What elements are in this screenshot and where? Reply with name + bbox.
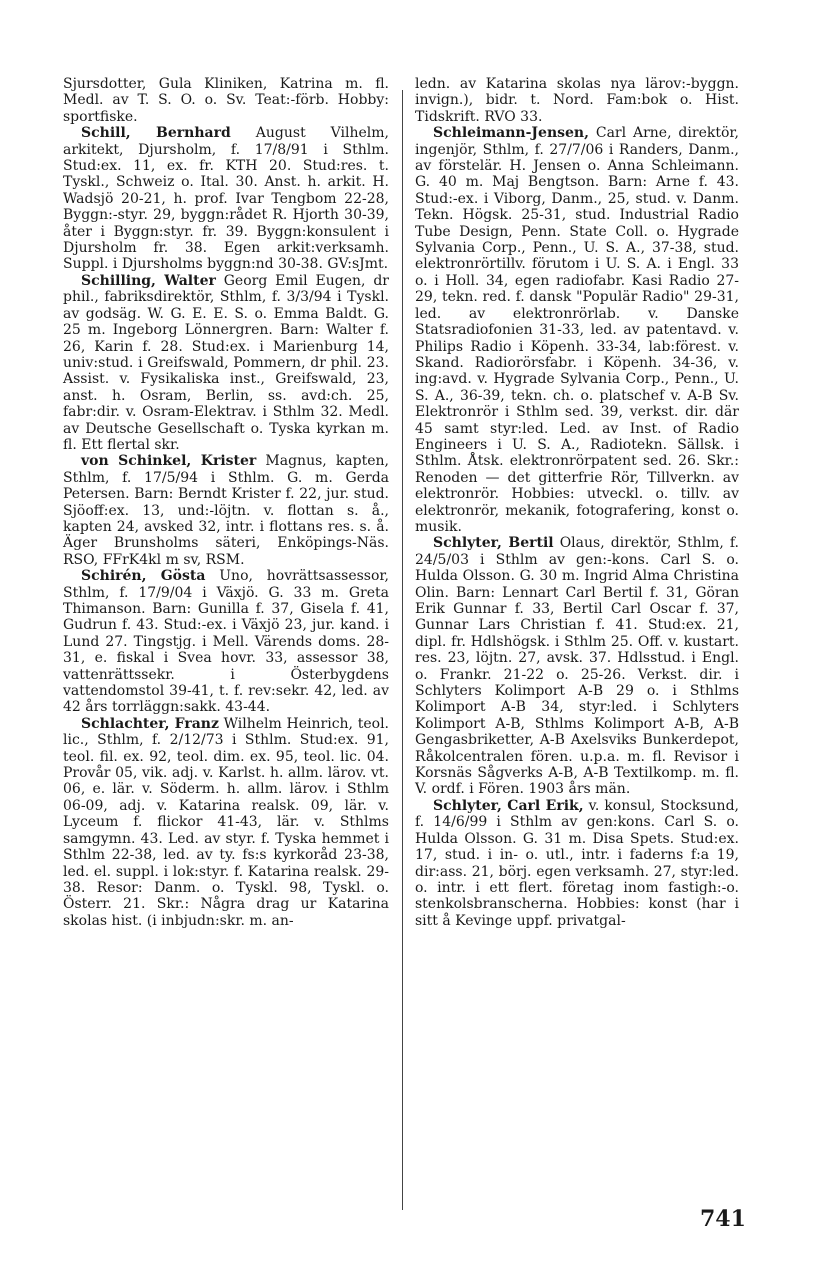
entry-schilling: Schilling, Walter Georg Emil Eugen, dr phil., fabriksdirektör, Sthlm, f. 3/3/94 i Tyskl. av godsäg. W. G. E. E. S. o. Emma Baldt. G. 25 m. Ingeborg Lönnergren. Barn: Walter f. 26, Karin f. 28. Stud:ex. i Marienburg 14, univ:stud. i Greifswald, Pommern, dr phil. 23. Assist. v. Fysikaliska inst., Greifswald, 23, anst. h. Osram, Berlin, ss. avd:ch. 25, fabr:dir. v. Osram-Elektrav. i Sthlm 32. Medl. av Deutsche Gesellschaft o. Tyska kyrkan m. fl. Ett flertal skr.	[63, 272, 389, 453]
entry-name: Schlachter, Franz	[81, 715, 219, 732]
left-column	[63, 76, 389, 929]
right-column	[415, 76, 739, 929]
entry-schlachter: Schlachter, Franz Wilhelm Heinrich, teol. lic., Sthlm, f. 2/12/73 i Sthlm. Stud:ex. 91, teol. fil. ex. 92, teol. dim. ex. 95, teol. lic. 04. Provår 05, vik. adj. v. Karlst. h. allm. lärov. vt. 06, e. lär. v. Söderm. h. allm. lärov. i Sthlm 06-09, adj. v. Katarina realsk. 09, lär. v. Lyceum f. flickor 41-43, lär. v. Sthlms samgymn. 43. Led. av styr. f. Tyska hemmet i Sthlm 22-38, led. av ty. fs:s kyrkoråd 23-38, led. el. suppl. i lok:styr. f. Katarina realsk. 29-38. Resor: Danm. o. Tyskl. 98, Tyskl. o. Österr. 21. Skr.: Några drag ur Katarina skolas hist. (i inbjudn:skr. m. an-	[63, 715, 389, 929]
entry-continuation: Sjursdotter, Gula Kliniken, Katrina m. fl. Medl. av T. S. O. o. Sv. Teat:-förb. Hobby: sportfiske.	[63, 76, 389, 125]
entry-continuation: ledn. av Katarina skolas nya lärov:-byggn. invign.), bidr. t. Nord. Fam:bok o. Hist. Tidskrift. RVO 33.	[415, 76, 739, 125]
entry-schleimann-jensen: Schleimann-Jensen, Carl Arne, direktör, ingenjör, Sthlm, f. 27/7/06 i Randers, Danm., av förstelär. H. Jensen o. Anna Schleimann. G. 40 m. Maj Bengtson. Barn: Arne f. 43. Stud:-ex. i Viborg, Danm., 25, stud. v. Danm. Tekn. Högsk. 25-31, stud. Industrial Radio Tube Design, Penn. State Coll. o. Hygrade Sylvania Corp., Penn., U. S. A., 37-38, stud. elektronrörtillv. förutom i U. S. A. i Engl. 33 o. i Holl. 34, egen radiofabr. Kasi Radio 27-29, tekn. red. f. dansk "Populär Radio" 29-31, led. av elektronrörlab. v. Danske Statsradiofonien 31-33, led. av patentavd. v. Philips Radio i Köpenh. 33-34, lab:förest. v. Skand. Radiorörsfabr. i Köpenh. 34-36, v. ing:avd. v. Hygrade Sylvania Corp., Penn., U. S. A., 36-39, tekn. ch. o. platschef v. A-B Sv. Elektronrör i Sthlm sed. 39, verkst. dir. där 45 samt styr:led. Led. av Inst. of Radio Engineers i U. S. A., Radiotekn. Sällsk. i Sthlm. Åtsk. elektronrörpatent sed. 26. Skr.: Renoden — det gitterfrie Rör, Tillverkn. av elektronrör. Hobbies: utveckl. o. tillv. av elektronrör, mekanik, fotografering, konst o. musik.	[415, 125, 739, 535]
entry-schiren: Schirén, Gösta Uno, hovrättsassessor, Sthlm, f. 17/9/04 i Växjö. G. 33 m. Greta Thimanson. Barn: Gunilla f. 37, Gisela f. 41, Gudrun f. 43. Stud:-ex. i Växjö 23, jur. kand. i Lund 27. Tingstjg. i Mell. Värends doms. 28-31, e. fiskal i Svea hovr. 33, assessor 38, vattenrättssekr. i Österbygdens vattendomstol 39-41, t. f. rev:sekr. 42, led. av 42 års torrläggn:sakk. 43-44.	[63, 568, 390, 716]
entry-name: Schleimann-Jensen,	[433, 125, 589, 142]
entry-name: Schirén, Gösta	[81, 568, 206, 585]
entry-name: von Schinkel, Krister	[81, 453, 257, 470]
entry-name: Schill, Bernhard	[81, 125, 231, 142]
entry-name: Schilling, Walter	[81, 272, 216, 289]
entry-name: Schlyter, Bertil	[433, 535, 554, 552]
page-number: 741	[700, 1206, 746, 1232]
entry-schill: Schill, Bernhard August Vilhelm, arkitekt, Djursholm, f. 17/8/91 i Sthlm. Stud:ex. 11, ex. fr. KTH 20. Stud:res. t. Tyskl., Schweiz o. Ital. 30. Anst. h. arkit. H. Wadsjö 20-21, h. prof. Ivar Tengbom 22-28, Byggn:-styr. 29, byggn:rådet R. Hjorth 30-39, åter i Byggn:styr. fr. 39. Byggn:konsulent i Djursholm fr. 38. Egen arkit:verksamh. Suppl. i Djursholms byggn:nd 30-38. GV:sJmt.	[63, 125, 390, 273]
entry-name: Schlyter, Carl Erik,	[433, 797, 584, 814]
entry-schlyter-bertil: Schlyter, Bertil Olaus, direktör, Sthlm, f. 24/5/03 i Sthlm av gen:-kons. Carl S. o. Hulda Olsson. G. 30 m. Ingrid Alma Christina Olin. Barn: Lennart Carl Bertil f. 31, Göran Erik Gunnar f. 33, Bertil Carl Oscar f. 37, Gunnar Lars Christian f. 41. Stud:ex. 21, dipl. fr. Hdlshögsk. i Sthlm 25. Off. v. kustart. res. 23, löjtn. 27, avsk. 37. Hdlsstud. i Engl. o. Frankr. 21-22 o. 25-26. Verkst. dir. i Schlyters Kolimport A-B 29 o. i Sthlms Kolimport A-B 34, styr:led. i Schlyters Kolimport A-B, Sthlms Kolimport A-B, A-B Gengasbriketter, A-B Axelsviks Bunkerdepot, Råkolcentralen fören. u.p.a. m. fl. Revisor i Korsnäs Sågverks A-B, A-B Textilkomp. m. fl. V. ordf. i Fören. 1903 års män.	[415, 535, 740, 798]
column-divider	[402, 90, 403, 1210]
entry-schlyter-carl-erik: Schlyter, Carl Erik, v. konsul, Stocksund, f. 14/6/99 i Sthlm av gen:kons. Carl S. o. Hulda Olsson. G. 31 m. Disa Spets. Stud:ex. 17, stud. i in- o. utl., intr. i faderns f:a 19, dir:ass. 21, börj. egen verksamh. 27, styr:led. o. intr. i ett flert. företag inom fastigh:-o. stenkolsbranscherna. Hobbies: konst (har i sitt å Kevinge uppf. privatgal-	[415, 797, 739, 929]
entry-von-schinkel: von Schinkel, Krister Magnus, kapten, Sthlm, f. 17/5/94 i Sthlm. G. m. Gerda Petersen. Barn: Berndt Krister f. 22, jur. stud. Sjöoff:ex. 13, und:-löjtn. v. flottan s. å., kapten 24, avsked 32, intr. i flottans res. s. å. Äger Brunsholms säteri, Enköpings-Näs. RSO, FFrK4kl m sv, RSM.	[63, 453, 389, 568]
